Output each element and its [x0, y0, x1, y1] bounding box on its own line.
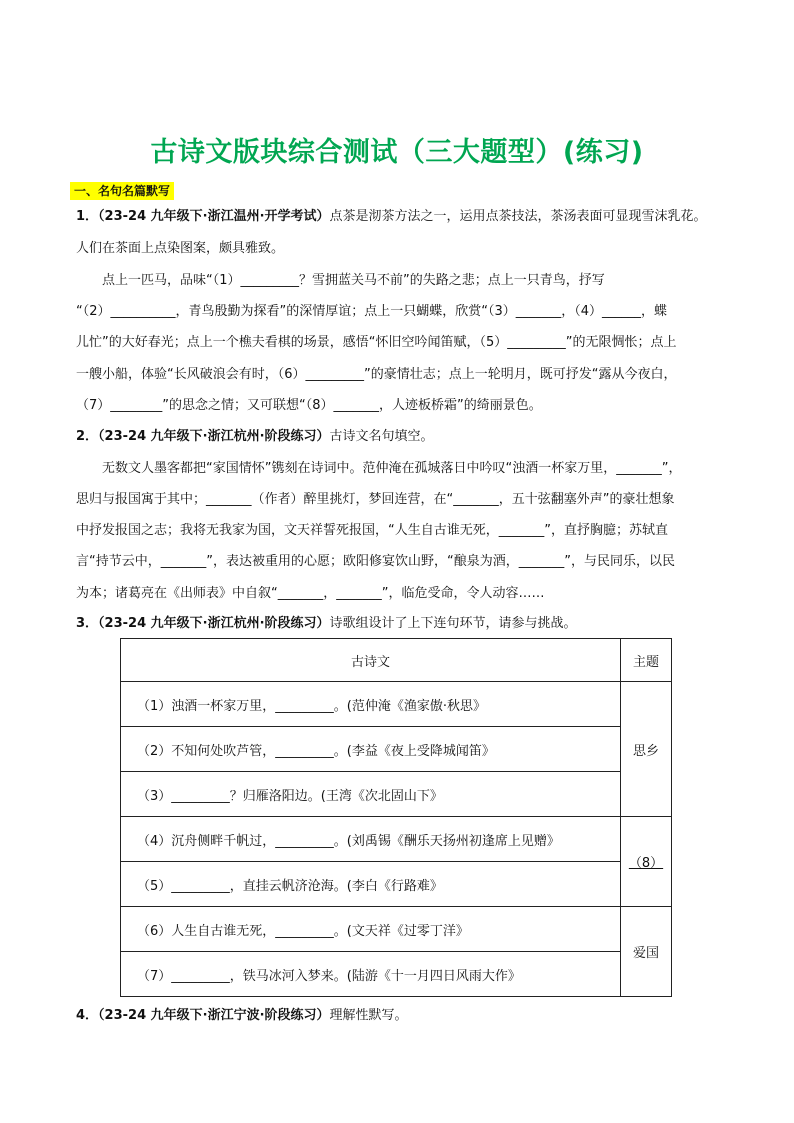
question-2-line: 无数文人墨客都把“家国情怀”镌刻在诗词中。范仲淹在孤城落日中吟叹“浊酒一杯家万里，_______”，: [102, 461, 682, 476]
theme-cell: （8）: [621, 817, 672, 907]
question-2-line: 为本；诸葛亮在《出师表》中自叙“_______，_______”，临危受命，令人动容……: [76, 586, 545, 601]
poem-cell: （7）_________，铁马冰河入梦来。(陆游《十一月四日风雨大作》: [121, 952, 621, 997]
question-2-line: 中抒发报国之志；我将无我家为国，文天祥誓死报国，“人生自古谁无死，_______”，直抒胸臆；苏轼直: [76, 523, 668, 538]
column-header-poem: 古诗文: [121, 639, 621, 682]
table-header-row: [121, 639, 672, 682]
section-heading: 一、名句名篇默写: [70, 182, 174, 200]
question-4-intro: 理解性默写。: [329, 1008, 408, 1023]
question-1-intro: 点茶是沏茶方法之一，运用点茶技法，茶汤表面可显现雪沫乳花。: [329, 209, 707, 224]
poem-cell: （2）不知何处吹芦管，_________。(李益《夜上受降城闻笛》: [121, 727, 621, 772]
question-1-line: “（2）__________，青鸟殷勤为探看”的深情厚谊；点上一只蝴蝶，欣赏“（3）_______，（4）______，蝶: [76, 304, 668, 319]
page-title: 古诗文版块综合测试（三大题型）(练习): [150, 137, 644, 168]
column-header-theme: 主题: [621, 639, 672, 682]
poem-cell: （1）浊酒一杯家万里，_________。(范仲淹《渔家傲·秋思》: [121, 682, 621, 727]
question-1: [76, 208, 707, 226]
question-2-head: 2．（23-24 九年级下·浙江杭州·阶段练习）: [76, 429, 330, 444]
poem-cell: （3）_________？归雁洛阳边。(王湾《次北固山下》: [121, 772, 621, 817]
question-1-head: 1．（23-24 九年级下·浙江温州·开学考试）: [76, 209, 330, 224]
question-2: [76, 428, 434, 446]
poem-cell: （5）_________，直挂云帆济沧海。(李白《行路难》: [121, 862, 621, 907]
table-row: [121, 727, 672, 772]
table-row: [121, 817, 672, 862]
question-1-line: 一艘小船，体验“长风破浪会有时，（6）_________”的豪情壮志；点上一轮明月，既可抒发“露从今夜白，: [76, 367, 677, 382]
question-2-line: 言“持节云中，_______”，表达被重用的心愿；欧阳修宴饮山野，“酿泉为酒，_______”，与民同乐，以民: [76, 554, 675, 569]
poem-table: [120, 638, 672, 997]
question-1-line: 点上一匹马，品味“（1）_________？雪拥蓝关马不前”的失路之悲；点上一只青鸟，抒写: [102, 273, 605, 288]
question-4-head: 4．（23-24 九年级下·浙江宁波·阶段练习）: [76, 1008, 330, 1023]
question-2-intro: 古诗文名句填空。: [329, 429, 434, 444]
poem-cell: （6）人生自古谁无死，_________。(文天祥《过零丁洋》: [121, 907, 621, 952]
question-3-intro: 诗歌组设计了上下连句环节，请参与挑战。: [329, 616, 577, 631]
question-3: [76, 615, 577, 633]
table-row: [121, 907, 672, 952]
table-row: [121, 772, 672, 817]
question-2-line: 思归与报国寓于其中；_______（作者）醉里挑灯，梦回连营，在“_______，五十弦翻塞外声”的豪壮想象: [76, 492, 675, 507]
question-1-intro-cont: 人们在茶面上点染图案，颇具雅致。: [76, 241, 285, 256]
poem-cell: （4）沉舟侧畔千帆过，_________。(刘禹锡《酬乐天扬州初逢席上见赠》: [121, 817, 621, 862]
theme-cell: 思乡: [621, 682, 672, 817]
table-row: [121, 952, 672, 997]
question-1-line: 儿忙”的大好春光；点上一个樵夫看棋的场景，感悟“怀旧空吟闻笛赋，（5）_________”的无限惆怅；点上: [76, 335, 677, 350]
question-1-line: （7）________”的思念之情；又可联想“（8）_______，人迹板桥霜”的绮丽景色。: [76, 398, 542, 413]
question-4: [76, 1007, 408, 1025]
theme-cell: 爱国: [621, 907, 672, 997]
table-row: [121, 682, 672, 727]
question-3-head: 3．（23-24 九年级下·浙江杭州·阶段练习）: [76, 616, 330, 631]
table-row: [121, 862, 672, 907]
